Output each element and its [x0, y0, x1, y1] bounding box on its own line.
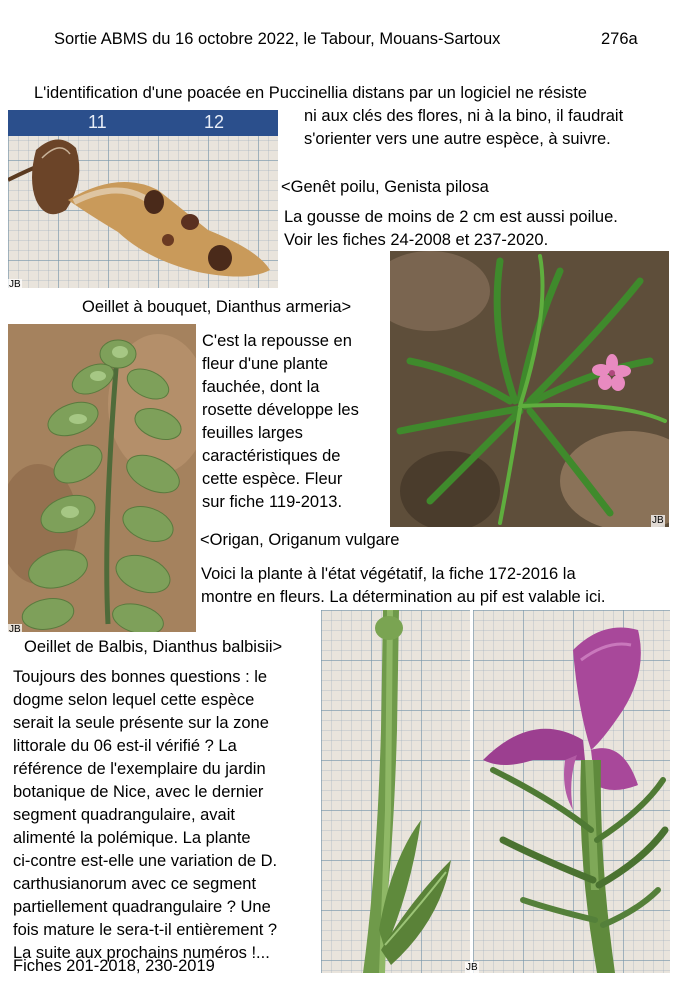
genet-line: Voir les fiches 24-2008 et 237-2020.: [284, 231, 549, 249]
armeria-illustration: [390, 251, 669, 527]
balbisii-flower-photo: [473, 610, 670, 973]
photo-credit: JB: [9, 279, 21, 290]
photo-credit: JB: [652, 515, 664, 526]
oeillet-bouquet-line: caractéristiques de: [202, 447, 341, 465]
intro-line: s'orienter vers une autre espèce, à suivre.: [304, 130, 611, 148]
oeillet-balbis-line: fois mature le sera-t-il entièrement ?: [13, 921, 278, 939]
intro-line: ni aux clés des flores, ni à la bino, il faudrait: [304, 107, 624, 125]
genista-pod-photo: [8, 110, 278, 288]
oeillet-bouquet-line: cette espèce. Fleur: [202, 470, 343, 488]
dianthus-armeria-photo: [390, 251, 669, 527]
oeillet-balbis-caption: Oeillet de Balbis, Dianthus balbisii>: [24, 638, 283, 656]
oeillet-balbis-line: Fiches 201-2018, 230-2019: [13, 957, 215, 975]
oeillet-balbis-line: référence de l'exemplaire du jardin: [13, 760, 266, 778]
origanum-illustration: [8, 324, 196, 632]
pod-illustration: [8, 110, 278, 288]
oeillet-balbis-line: segment quadrangulaire, avait: [13, 806, 235, 824]
ruler-number: 12: [204, 112, 225, 132]
sheet-number: 276a: [601, 30, 638, 48]
oeillet-balbis-line: carthusianorum avec ce segment: [13, 875, 257, 893]
oeillet-balbis-line: partiellement quadrangulaire ? Une: [13, 898, 271, 916]
oeillet-balbis-line: Toujours des bonnes questions : le: [13, 668, 268, 686]
origan-line: montre en fleurs. La détermination au pif est valable ici.: [201, 588, 606, 606]
stem-illustration: [321, 610, 470, 973]
balbisii-stem-photo: [321, 610, 470, 973]
oeillet-bouquet-line: fleur d'une plante: [202, 355, 329, 373]
origan-caption: <Origan, Origanum vulgare: [200, 531, 400, 549]
genet-line: La gousse de moins de 2 cm est aussi poilue.: [284, 208, 618, 226]
oeillet-balbis-line: serait la seule présente sur la zone: [13, 714, 269, 732]
photo-credit: JB: [466, 962, 478, 973]
oeillet-bouquet-line: C'est la repousse en: [202, 332, 352, 350]
genet-caption: <Genêt poilu, Genista pilosa: [281, 178, 489, 196]
oeillet-balbis-line: ci-contre est-elle une variation de D.: [13, 852, 278, 870]
oeillet-bouquet-line: feuilles larges: [202, 424, 303, 442]
oeillet-bouquet-caption: Oeillet à bouquet, Dianthus armeria>: [82, 298, 352, 316]
ruler-number: 11: [88, 112, 107, 132]
oeillet-balbis-line: alimenté la polémique. La plante: [13, 829, 251, 847]
photo-credit: JB: [9, 624, 21, 635]
oeillet-balbis-line: botanique de Nice, avec le dernier: [13, 783, 264, 801]
oeillet-bouquet-line: fauchée, dont la: [202, 378, 320, 396]
oeillet-balbis-line: littorale du 06 est-il vérifié ? La: [13, 737, 237, 755]
intro-line: L'identification d'une poacée en Puccinellia distans par un logiciel ne résiste: [34, 84, 587, 102]
oeillet-balbis-line: dogme selon lequel cette espèce: [13, 691, 255, 709]
oeillet-bouquet-line: sur fiche 119-2013.: [202, 493, 343, 511]
oeillet-balbis-line: La suite aux prochains numéros !...: [13, 944, 270, 962]
flower-illustration: [473, 610, 670, 973]
origanum-photo: [8, 324, 196, 632]
oeillet-bouquet-line: rosette développe les: [202, 401, 359, 419]
page-title: Sortie ABMS du 16 octobre 2022, le Tabour, Mouans-Sartoux: [54, 30, 501, 48]
origan-line: Voici la plante à l'état végétatif, la fiche 172-2016 la: [201, 565, 576, 583]
